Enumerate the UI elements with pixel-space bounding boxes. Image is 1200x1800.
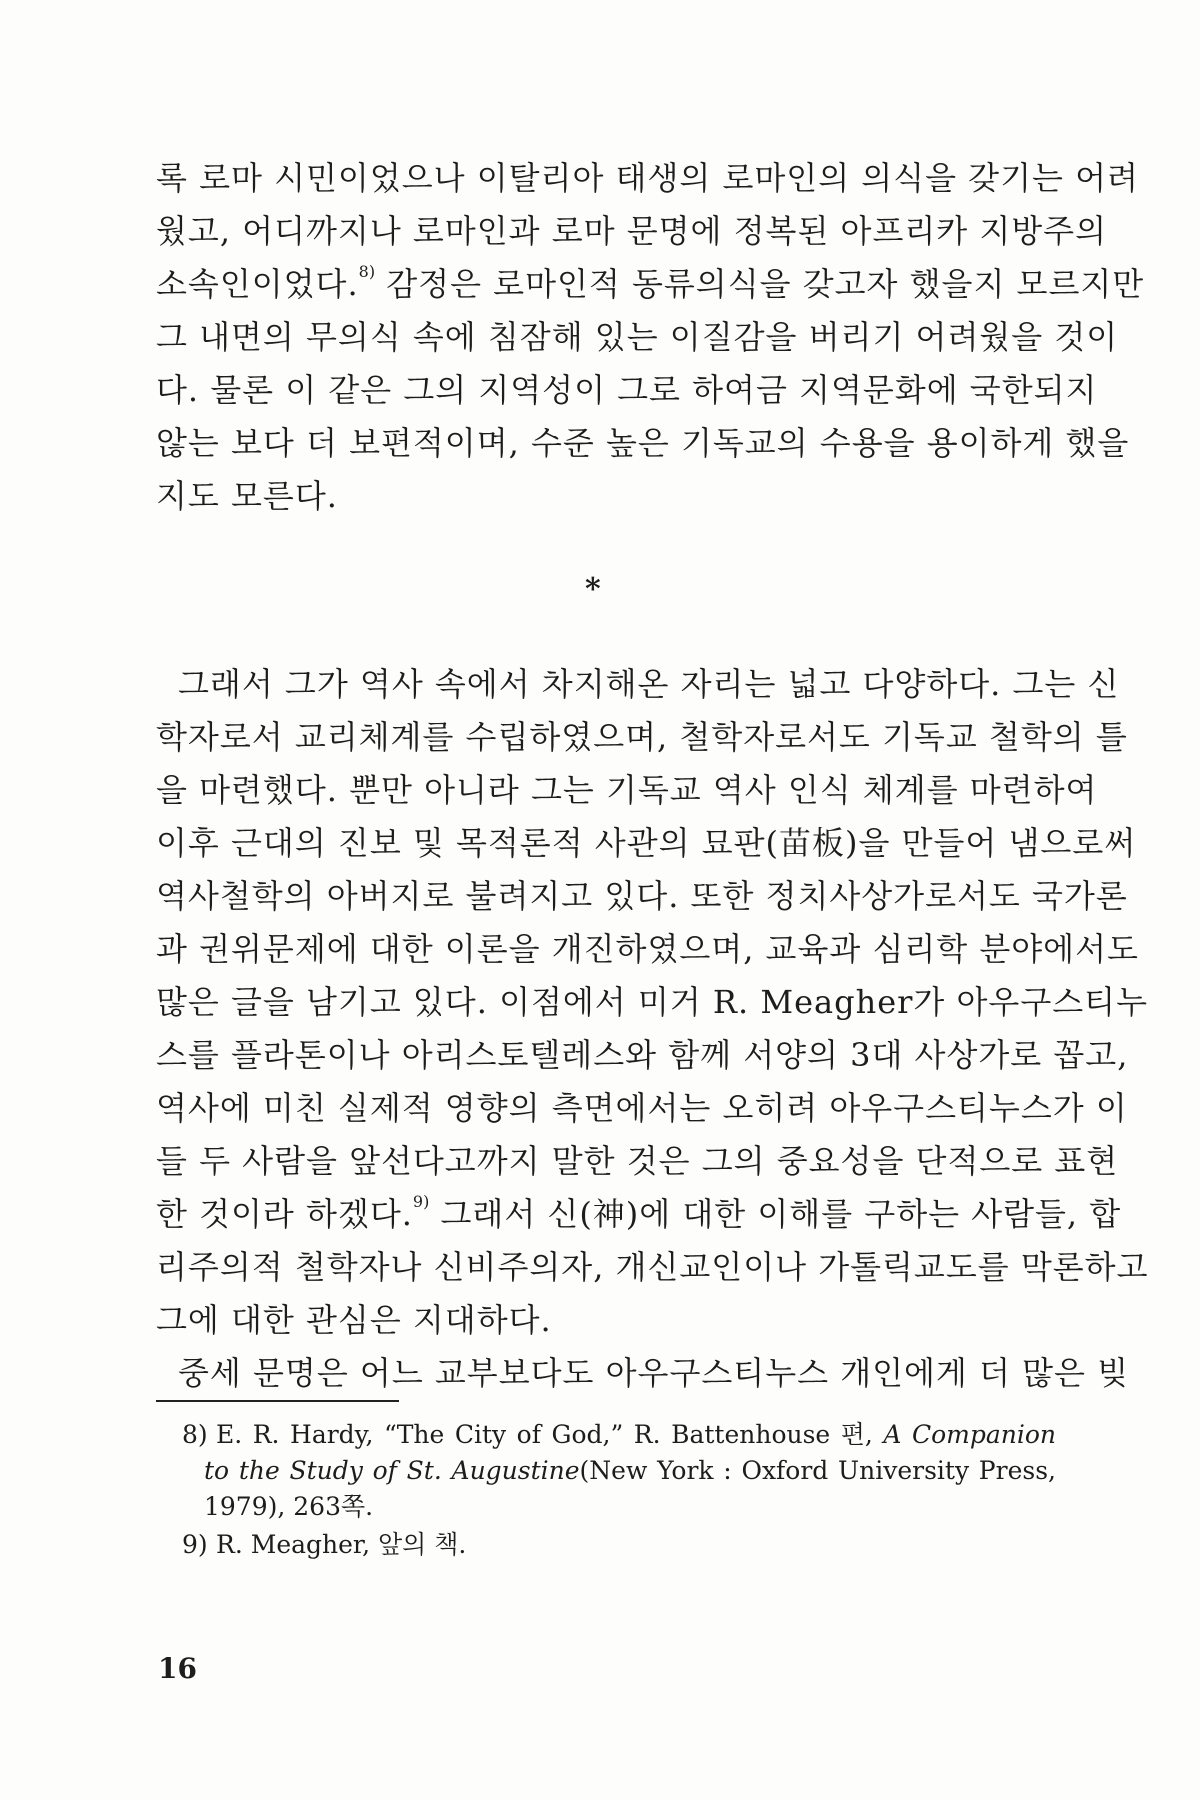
text-line: 지도 모른다. (156, 477, 338, 515)
footnote-marker-9: 9) (182, 1530, 208, 1559)
footnote-text: (New York : Oxford University Press, (579, 1456, 1056, 1485)
text-line: 록 로마 시민이었으나 이탈리아 태생의 로마인의 의식을 갖기는 어려 (156, 159, 1139, 197)
page-number: 16 (158, 1652, 197, 1685)
footnote-ref-8: 8) (358, 262, 376, 281)
footnote-ref-9: 9) (412, 1192, 430, 1211)
footnote-8-line-2 (204, 1458, 1056, 1483)
text-line: 그래서 그가 역사 속에서 차지해온 자리는 넓고 다양하다. 그는 신 (178, 665, 1120, 703)
footnote-text: E. R. Hardy, “The City of God,” R. Battenhouse 편, (216, 1420, 884, 1449)
text-line: 스를 플라톤이나 아리스토텔레스와 함께 서양의 3대 사상가로 꼽고, (156, 1036, 1129, 1074)
text-line: 않는 보다 더 보편적이며, 수준 높은 기독교의 수용을 용이하게 했을 (156, 424, 1130, 462)
text-line: 과 권위문제에 대한 이론을 개진하였으며, 교육과 심리학 분야에서도 (156, 930, 1139, 968)
footnote-8-line-3: 1979), 263쪽. (204, 1492, 374, 1521)
text-line: 학자로서 교리체계를 수립하였으며, 철학자로서도 기독교 철학의 틀 (156, 718, 1128, 756)
text-line: 리주의적 철학자나 신비주의자, 개신교인이나 가톨릭교도를 막론하고 (156, 1248, 1149, 1286)
text-span: 그래서 신(神)에 대한 이해를 구하는 사람들, 합 (429, 1195, 1122, 1233)
text-line (156, 1192, 1122, 1233)
text-line: 그에 대한 관심은 지대하다. (156, 1301, 552, 1339)
text-line: 들 두 사람을 앞선다고까지 말한 것은 그의 중요성을 단적으로 표현 (156, 1142, 1119, 1180)
footnote-8-line-1 (216, 1422, 1056, 1447)
text-span: 한 것이라 하겠다. (156, 1195, 413, 1233)
text-line: 을 마련했다. 뿐만 아니라 그는 기독교 역사 인식 체계를 마련하여 (156, 771, 1098, 809)
section-separator: * (585, 572, 601, 607)
text-line: 그 내면의 무의식 속에 침잠해 있는 이질감을 버리기 어려웠을 것이 (156, 318, 1119, 356)
footnote-9-text: R. Meagher, 앞의 책. (216, 1530, 467, 1559)
text-line: 다. 물론 이 같은 그의 지역성이 그로 하여금 지역문화에 국한되지 (156, 371, 1098, 409)
footnote-divider (156, 1400, 399, 1402)
text-line: 중세 문명은 어느 교부보다도 아우구스티누스 개인에게 더 많은 빚 (178, 1354, 1130, 1392)
text-line: 역사철학의 아버지로 불려지고 있다. 또한 정치사상가로서도 국가론 (156, 877, 1128, 915)
text-line: 웠고, 어디까지나 로마인과 로마 문명에 정복된 아프리카 지방주의 (156, 212, 1108, 250)
text-line: 이후 근대의 진보 및 목적론적 사관의 묘판(苗板)을 만들어 냄으로써 (156, 824, 1137, 862)
text-line: 역사에 미친 실제적 영향의 측면에서는 오히려 아우구스티누스가 이 (156, 1089, 1128, 1127)
text-span: 소속인이었다. (156, 265, 359, 303)
footnote-marker-8: 8) (182, 1420, 208, 1449)
text-line (156, 262, 1145, 303)
footnote-book-title: to the Study of St. Augustine (204, 1456, 580, 1485)
text-span: 감정은 로마인적 동류의식을 갖고자 했을지 모르지만 (375, 265, 1145, 303)
footnote-book-title: A Companion (883, 1420, 1056, 1449)
text-line: 많은 글을 남기고 있다. 이점에서 미거 R. Meagher가 아우구스티누 (156, 983, 1148, 1021)
